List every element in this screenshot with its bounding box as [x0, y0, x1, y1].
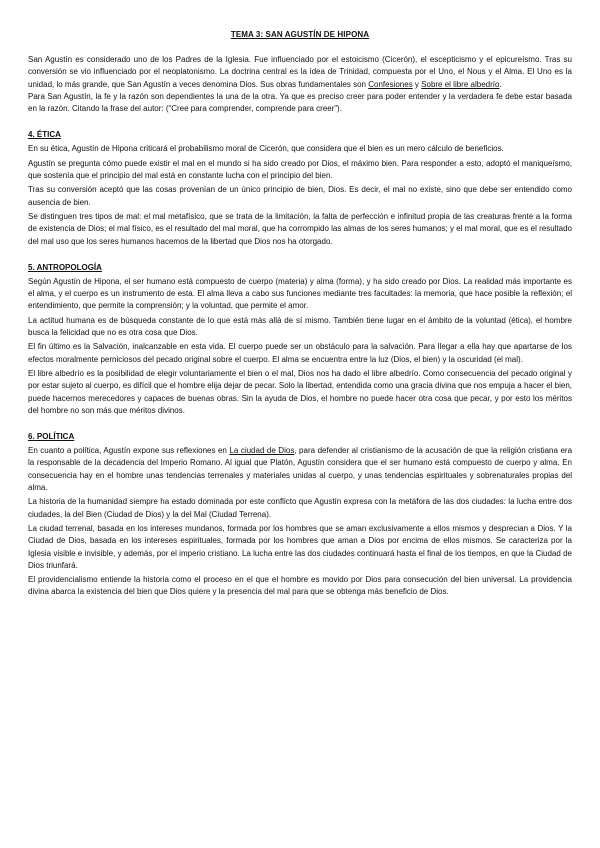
- etica-paragraph-1: En su ética, Agustín de Hipona criticará el probabilismo moral de Cicerón, que considera que el bien es un mero cálculo de beneficios.: [28, 144, 504, 154]
- politica-paragraph-3: La ciudad terrenal, basada en los intereses mundanos, formada por los hombres que se aman exclusivamente a ellos mismos y desprecian a Dios. Y la Ciudad de Dios, basada en los intereses espirituales, formada por los hombres que aman a Dios por encima de ellos mismos. Se caracteriza por la Iglesia visible e invisible, y además, por el imperio cristiano. La lucha entre las dos ciudades continuará hasta el final de los tiempos, en que la Ciudad de Dios triunfará.: [28, 523, 572, 570]
- politica-text-a: En cuanto a política, Agustín expone sus reflexiones en: [28, 446, 230, 456]
- etica-paragraph-4: Se distinguen tres tipos de mal: el mal metafísico, que se trata de la limitación, la falta de perfección e infinitud propia de las creaturas frente a la forma de existencia de Dios; el mal físico, es el resultado del mal moral, que ha corrompido las almas de los seres humanos; y el mal moral, que es el resultado del mal uso que los seres humanos hacemos de la libertad que Dios nos ha otorgado.: [28, 211, 572, 246]
- etica-paragraph-3: Tras su conversión aceptó que las cosas provenían de un único principio de bien, Dios. Es decir, el mal no existe, sino que debe ser entendido como ausencia de bien.: [28, 185, 572, 207]
- antropologia-paragraph-3: El fin último es la Salvación, inalcanzable en esta vida. El cuerpo puede ser un obstáculo para la salvación. Para llegar a ella hay que apartarse de los efectos moralmente perniciosos del pecado original sobre el cuerpo. El alma se encuentra entre la luz (Dios, el bien) y la oscuridad (el mal).: [28, 342, 572, 364]
- politica-paragraph-1: [28, 445, 572, 494]
- work-libre-albedrio: Sobre el libre albedrío: [421, 79, 500, 89]
- politica-text-b: , para defender al cristianismo de la acusación de que la religión cristiana era la responsable de la decadencia del Imperio Romano. Al igual que Platón, Agustín considera que el ser humano está compuesto de cuerpo y alma. En consecuencia hay en el hombre unas tendencias terrenales y materiales unidas al cuerpo, y unas tendencias espirituales y sobrenaturales propias del alma.: [28, 446, 573, 493]
- section-heading-etica: 4. ÉTICA: [28, 130, 61, 140]
- intro-period: .: [499, 79, 502, 89]
- intro-conjunction: y: [412, 79, 422, 89]
- antropologia-paragraph-1: Según Agustín de Hipona, el ser humano está compuesto de cuerpo (materia) y alma (forma), y ha sido creado por Dios. La realidad más importante es el alma, y el cuerpo es un instrumento de esta. El alma lleva a cabo sus funciones mediante tres facultades: la memoria, que hace posible la reflexión; el entendimiento, que permite la comprensión; y la voluntad, que permite el amor.: [28, 276, 572, 311]
- etica-paragraph-2: Agustín se pregunta cómo puede existir el mal en el mundo si ha sido creado por Dios, el máximo bien. Para responder a esto, adoptó el maniqueísmo, que sostenía que el principio del mal está en constante lucha con el principio del bien.: [28, 158, 572, 181]
- work-confesiones: Confesiones: [368, 79, 413, 89]
- antropologia-paragraph-2: La actitud humana es de búsqueda constante de lo que está más allá de sí mismo. También tiene lugar en el ámbito de la voluntad (ética), el hombre busca la felicidad que no es otra cosa que Dios.: [28, 315, 572, 338]
- politica-paragraph-2: La historia de la humanidad siempre ha estado dominada por este conflicto que Agustín expresa con la metáfora de las dos ciudades: la lucha entre dos ciudades, la del Bien (Ciudad de Dios) y la del Mal (Ciudad Terrena).: [28, 497, 572, 519]
- page-title: TEMA 3: SAN AGUSTÍN DE HIPONA: [230, 30, 370, 39]
- intro-paragraph-1: [28, 54, 572, 91]
- intro-text: San Agustín es considerado uno de los Padres de la Iglesia. Fue influenciado por el estoicismo (Cicerón), el escepticismo y el epicureísmo. Tras su conversión se vio influenciado por el neoplatonismo. La doctrina central es la idea de Trinidad, compuesta por el Uno, el Nous y el Alma. El Uno es la unidad, lo más grande, que San Agustín a veces denomina Dios. Sus obras fundamentales son: [28, 55, 572, 89]
- section-heading-antropologia: 5. ANTROPOLOGÍA: [28, 262, 102, 272]
- intro-paragraph-2: Para San Agustín, la fe y la razón son dependientes la una de la otra. Ya que es preciso creer para poder entender y la verdadera fe debe estar basada en la razón. Citando la frase del autor: (“Cree para comprender, comprende para creer”).: [28, 91, 572, 114]
- antropologia-paragraph-4: El libre albedrío es la posibilidad de elegir voluntariamente el bien o el mal, Dios nos ha dado el libre albedrío. Como consecuencia del pecado original y por estar sujeto al cuerpo, es difícil que el hombre elija dejar de pecar. Solo la libertad, entendida como una gracia divina que nos empuja a hacer el bien, puede hacernos merecedores y capaces de buenas obras. Sin la ayuda de Dios, el hombre no puede hacer otra cosa que pecar, y por esto los méritos del hombre no son más que méritos divinos.: [28, 368, 572, 415]
- section-heading-politica: 6. POLÍTICA: [28, 432, 75, 442]
- work-ciudad-de-dios: La ciudad de Dios: [229, 446, 295, 456]
- politica-paragraph-4: El providencialismo entiende la historia como el proceso en el que el hombre es movido por Dios para consecución del bien universal. La providencia divina abarca la existencia del bien que Dios quiere y la presencia del mal para que se obtenga más beneficio de Dios.: [28, 575, 572, 597]
